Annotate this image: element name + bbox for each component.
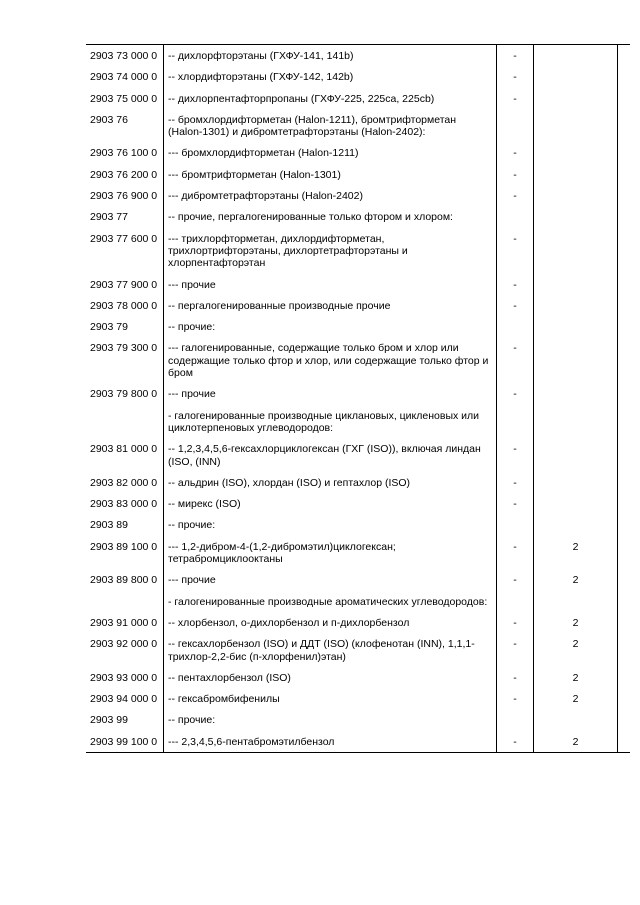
tnved-code-cell: 2903 79 800 0 bbox=[86, 383, 164, 404]
duty-cell: - bbox=[497, 438, 534, 472]
description-cell: -- мирекс (ISO) bbox=[164, 493, 497, 514]
table-row bbox=[86, 295, 630, 316]
table-row bbox=[86, 472, 630, 493]
tnved-code-cell: 2903 91 000 0 bbox=[86, 612, 164, 633]
tnved-code-cell: 2903 76 bbox=[86, 109, 164, 143]
duty-cell: - bbox=[497, 731, 534, 753]
description-cell: -- прочие, пергалогенированные только фтором и хлором: bbox=[164, 206, 497, 227]
duty-cell bbox=[497, 206, 534, 227]
tnved-code-cell bbox=[86, 591, 164, 612]
table-row bbox=[86, 591, 630, 612]
duty-cell: - bbox=[497, 164, 534, 185]
margin-cell bbox=[618, 405, 631, 439]
table-row bbox=[86, 66, 630, 87]
extra-cell bbox=[534, 438, 618, 472]
extra-cell bbox=[534, 591, 618, 612]
table-row bbox=[86, 109, 630, 143]
extra-cell: 2 bbox=[534, 688, 618, 709]
description-cell: -- гексахлорбензол (ISO) и ДДТ (ISO) (клофенотан (INN), 1,1,1-трихлор-2,2-бис (п-хлорфенил)этан) bbox=[164, 633, 497, 667]
table-row bbox=[86, 383, 630, 404]
extra-cell: 2 bbox=[534, 731, 618, 753]
duty-cell: - bbox=[497, 633, 534, 667]
extra-cell bbox=[534, 88, 618, 109]
tnved-code-cell: 2903 78 000 0 bbox=[86, 295, 164, 316]
margin-cell bbox=[618, 206, 631, 227]
tnved-code-cell: 2903 74 000 0 bbox=[86, 66, 164, 87]
tnved-code-cell: 2903 76 200 0 bbox=[86, 164, 164, 185]
duty-cell: - bbox=[497, 667, 534, 688]
duty-cell bbox=[497, 316, 534, 337]
table-row bbox=[86, 405, 630, 439]
extra-cell bbox=[534, 45, 618, 67]
margin-cell bbox=[618, 164, 631, 185]
extra-cell bbox=[534, 295, 618, 316]
description-cell: -- дихлорпентафторпропаны (ГХФУ-225, 225ca, 225cb) bbox=[164, 88, 497, 109]
tnved-code-cell: 2903 76 900 0 bbox=[86, 185, 164, 206]
tnved-code-cell: 2903 82 000 0 bbox=[86, 472, 164, 493]
table-row bbox=[86, 633, 630, 667]
duty-cell: - bbox=[497, 569, 534, 590]
table-row bbox=[86, 536, 630, 570]
tnved-code-cell bbox=[86, 405, 164, 439]
duty-cell: - bbox=[497, 472, 534, 493]
duty-cell: - bbox=[497, 274, 534, 295]
duty-cell: - bbox=[497, 493, 534, 514]
margin-cell bbox=[618, 731, 631, 753]
description-cell: --- 2,3,4,5,6-пентабромэтилбензол bbox=[164, 731, 497, 753]
description-cell: - галогенированные производные циклановых, цикленовых или циклотерпеновых углеводородов: bbox=[164, 405, 497, 439]
extra-cell: 2 bbox=[534, 633, 618, 667]
description-cell: --- бромхлордифторметан (Halon-1211) bbox=[164, 142, 497, 163]
margin-cell bbox=[618, 438, 631, 472]
description-cell: - галогенированные производные ароматических углеводородов: bbox=[164, 591, 497, 612]
duty-cell: - bbox=[497, 66, 534, 87]
description-cell: --- дибромтетрафторэтаны (Halon-2402) bbox=[164, 185, 497, 206]
table-row bbox=[86, 206, 630, 227]
extra-cell bbox=[534, 206, 618, 227]
tariff-table bbox=[86, 44, 630, 753]
table-row bbox=[86, 709, 630, 730]
description-cell: -- пергалогенированные производные прочие bbox=[164, 295, 497, 316]
duty-cell: - bbox=[497, 185, 534, 206]
table-row bbox=[86, 731, 630, 753]
extra-cell bbox=[534, 472, 618, 493]
duty-cell: - bbox=[497, 142, 534, 163]
description-cell: --- прочие bbox=[164, 569, 497, 590]
description-cell: -- альдрин (ISO), хлордан (ISO) и гептахлор (ISO) bbox=[164, 472, 497, 493]
description-cell: --- галогенированные, содержащие только бром и хлор или содержащие только фтор и хлор, или содержащие только фтор и бром bbox=[164, 337, 497, 383]
extra-cell bbox=[534, 383, 618, 404]
table-row bbox=[86, 612, 630, 633]
extra-cell bbox=[534, 228, 618, 274]
tnved-code-cell: 2903 93 000 0 bbox=[86, 667, 164, 688]
tnved-code-cell: 2903 89 100 0 bbox=[86, 536, 164, 570]
margin-cell bbox=[618, 612, 631, 633]
duty-cell bbox=[497, 405, 534, 439]
description-cell: --- прочие bbox=[164, 274, 497, 295]
table-row bbox=[86, 45, 630, 67]
tnved-code-cell: 2903 75 000 0 bbox=[86, 88, 164, 109]
duty-cell bbox=[497, 591, 534, 612]
description-cell: --- трихлорфторметан, дихлордифторметан, трихлортрифторэтаны, дихлортетрафторэтаны и хлорпентафторэтан bbox=[164, 228, 497, 274]
margin-cell bbox=[618, 295, 631, 316]
description-cell: -- прочие: bbox=[164, 709, 497, 730]
tariff-page bbox=[86, 44, 610, 753]
margin-cell bbox=[618, 228, 631, 274]
table-row bbox=[86, 316, 630, 337]
duty-cell: - bbox=[497, 383, 534, 404]
extra-cell bbox=[534, 185, 618, 206]
table-row bbox=[86, 142, 630, 163]
margin-cell bbox=[618, 109, 631, 143]
extra-cell bbox=[534, 142, 618, 163]
margin-cell bbox=[618, 536, 631, 570]
tariff-rows bbox=[86, 45, 630, 753]
duty-cell: - bbox=[497, 612, 534, 633]
tnved-code-cell: 2903 89 800 0 bbox=[86, 569, 164, 590]
tnved-code-cell: 2903 99 100 0 bbox=[86, 731, 164, 753]
margin-cell bbox=[618, 88, 631, 109]
description-cell: -- хлордифторэтаны (ГХФУ-142, 142b) bbox=[164, 66, 497, 87]
margin-cell bbox=[618, 569, 631, 590]
margin-cell bbox=[618, 633, 631, 667]
margin-cell bbox=[618, 142, 631, 163]
tnved-code-cell: 2903 79 bbox=[86, 316, 164, 337]
description-cell: -- хлорбензол, о-дихлорбензол и п-дихлорбензол bbox=[164, 612, 497, 633]
margin-cell bbox=[618, 66, 631, 87]
margin-cell bbox=[618, 45, 631, 67]
description-cell: -- 1,2,3,4,5,6-гексахлорциклогексан (ГХГ (ISO)), включая линдан (ISO, (INN) bbox=[164, 438, 497, 472]
table-row bbox=[86, 493, 630, 514]
table-row bbox=[86, 688, 630, 709]
table-row bbox=[86, 164, 630, 185]
tnved-code-cell: 2903 77 600 0 bbox=[86, 228, 164, 274]
tnved-code-cell: 2903 92 000 0 bbox=[86, 633, 164, 667]
extra-cell bbox=[534, 316, 618, 337]
tnved-code-cell: 2903 99 bbox=[86, 709, 164, 730]
description-cell: --- прочие bbox=[164, 383, 497, 404]
tnved-code-cell: 2903 79 300 0 bbox=[86, 337, 164, 383]
table-row bbox=[86, 667, 630, 688]
table-row bbox=[86, 438, 630, 472]
description-cell: -- прочие: bbox=[164, 316, 497, 337]
margin-cell bbox=[618, 337, 631, 383]
table-row bbox=[86, 569, 630, 590]
description-cell: --- 1,2-дибром-4-(1,2-дибромэтил)циклогексан; тетрабромциклооктаны bbox=[164, 536, 497, 570]
extra-cell: 2 bbox=[534, 612, 618, 633]
extra-cell bbox=[534, 337, 618, 383]
tnved-code-cell: 2903 94 000 0 bbox=[86, 688, 164, 709]
description-cell: --- бромтрифторметан (Halon-1301) bbox=[164, 164, 497, 185]
extra-cell bbox=[534, 274, 618, 295]
duty-cell: - bbox=[497, 88, 534, 109]
table-row bbox=[86, 185, 630, 206]
extra-cell bbox=[534, 709, 618, 730]
margin-cell bbox=[618, 383, 631, 404]
table-row bbox=[86, 228, 630, 274]
description-cell: -- дихлорфторэтаны (ГХФУ-141, 141b) bbox=[164, 45, 497, 67]
margin-cell bbox=[618, 316, 631, 337]
duty-cell bbox=[497, 709, 534, 730]
extra-cell bbox=[534, 514, 618, 535]
duty-cell: - bbox=[497, 337, 534, 383]
margin-cell bbox=[618, 667, 631, 688]
duty-cell: - bbox=[497, 228, 534, 274]
extra-cell: 2 bbox=[534, 667, 618, 688]
extra-cell bbox=[534, 66, 618, 87]
tnved-code-cell: 2903 81 000 0 bbox=[86, 438, 164, 472]
description-cell: -- гексабромбифенилы bbox=[164, 688, 497, 709]
margin-cell bbox=[618, 591, 631, 612]
margin-cell bbox=[618, 472, 631, 493]
table-row bbox=[86, 514, 630, 535]
margin-cell bbox=[618, 514, 631, 535]
tnved-code-cell: 2903 76 100 0 bbox=[86, 142, 164, 163]
margin-cell bbox=[618, 274, 631, 295]
extra-cell bbox=[534, 109, 618, 143]
duty-cell: - bbox=[497, 536, 534, 570]
duty-cell bbox=[497, 514, 534, 535]
margin-cell bbox=[618, 709, 631, 730]
tnved-code-cell: 2903 89 bbox=[86, 514, 164, 535]
table-row bbox=[86, 88, 630, 109]
description-cell: -- прочие: bbox=[164, 514, 497, 535]
table-row bbox=[86, 274, 630, 295]
tnved-code-cell: 2903 77 bbox=[86, 206, 164, 227]
margin-cell bbox=[618, 493, 631, 514]
duty-cell: - bbox=[497, 688, 534, 709]
tnved-code-cell: 2903 83 000 0 bbox=[86, 493, 164, 514]
extra-cell bbox=[534, 405, 618, 439]
duty-cell: - bbox=[497, 295, 534, 316]
margin-cell bbox=[618, 688, 631, 709]
duty-cell bbox=[497, 109, 534, 143]
tnved-code-cell: 2903 73 000 0 bbox=[86, 45, 164, 67]
extra-cell: 2 bbox=[534, 569, 618, 590]
duty-cell: - bbox=[497, 45, 534, 67]
table-row bbox=[86, 337, 630, 383]
extra-cell bbox=[534, 493, 618, 514]
description-cell: -- бромхлордифторметан (Halon-1211), бромтрифторметан (Halon-1301) и дибромтетрафторэтаны (Halon-2402): bbox=[164, 109, 497, 143]
extra-cell bbox=[534, 164, 618, 185]
margin-cell bbox=[618, 185, 631, 206]
description-cell: -- пентахлорбензол (ISO) bbox=[164, 667, 497, 688]
tnved-code-cell: 2903 77 900 0 bbox=[86, 274, 164, 295]
extra-cell: 2 bbox=[534, 536, 618, 570]
